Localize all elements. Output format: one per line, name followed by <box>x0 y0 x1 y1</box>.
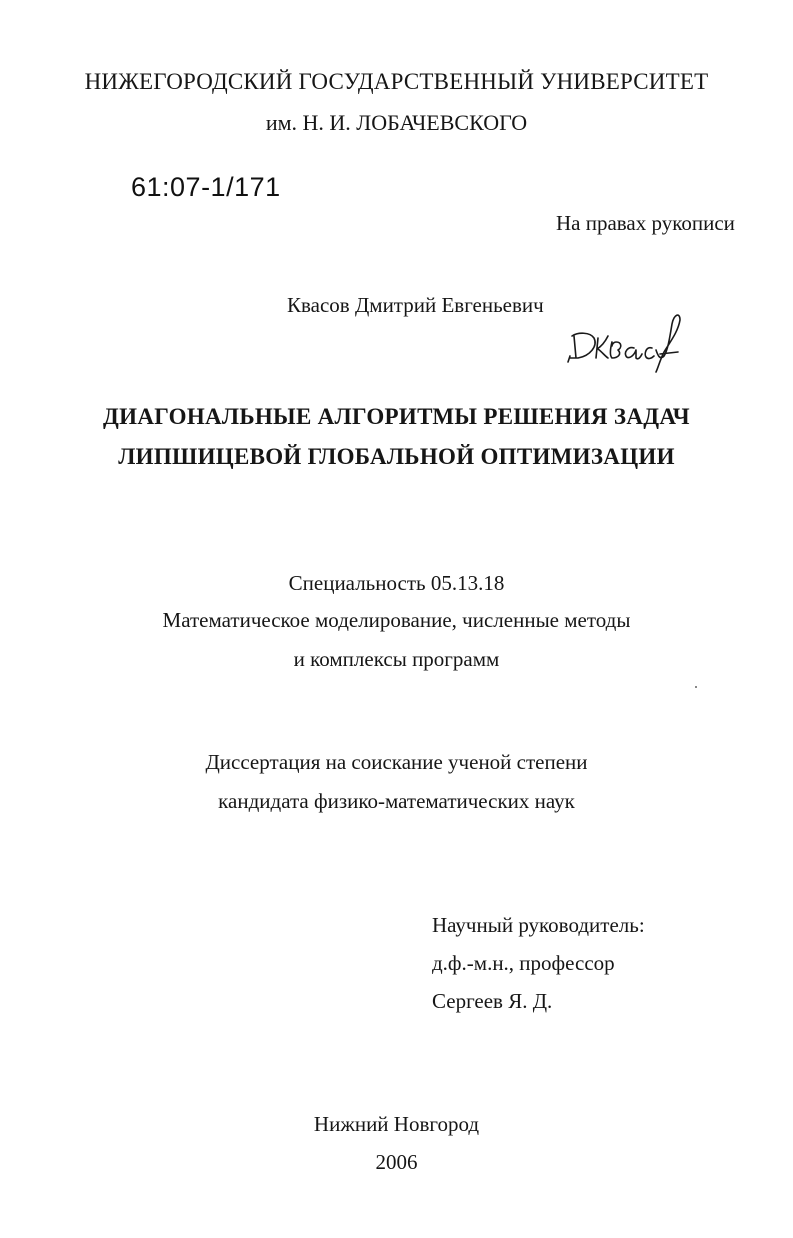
year: 2006 <box>375 1150 418 1174</box>
library-stamp-code: 61:07-1/171 <box>131 172 281 202</box>
university-named-after: им. Н. И. ЛОБАЧЕВСКОГО <box>265 110 528 135</box>
scan-speck <box>695 686 697 688</box>
specialty-code: Специальность 05.13.18 <box>288 571 505 595</box>
author-name: Квасов Дмитрий Евгеньевич <box>287 293 544 317</box>
degree-line1: Диссертация на соискание ученой степени <box>205 750 588 774</box>
university-name: НИЖЕГОРОДСКИЙ ГОСУДАРСТВЕННЫЙ УНИВЕРСИТЕТ <box>84 69 709 94</box>
degree-line2: кандидата физико-математических наук <box>218 789 575 813</box>
dissertation-title-line1: ДИАГОНАЛЬНЫЕ АЛГОРИТМЫ РЕШЕНИЯ ЗАДАЧ <box>103 404 690 429</box>
specialty-name-line1: Математическое моделирование, численные методы <box>162 608 631 632</box>
supervisor-label: Научный руководитель: <box>432 913 645 937</box>
signature-icon <box>560 306 690 376</box>
rights-note: На правах рукописи <box>556 211 735 235</box>
supervisor-name: Сергеев Я. Д. <box>432 989 553 1013</box>
specialty-name-line2: и комплексы программ <box>293 647 500 671</box>
supervisor-degree: д.ф.-м.н., профессор <box>432 951 615 975</box>
dissertation-title-line2: ЛИПШИЦЕВОЙ ГЛОБАЛЬНОЙ ОПТИМИЗАЦИИ <box>118 444 675 469</box>
city: Нижний Новгород <box>313 1112 480 1136</box>
